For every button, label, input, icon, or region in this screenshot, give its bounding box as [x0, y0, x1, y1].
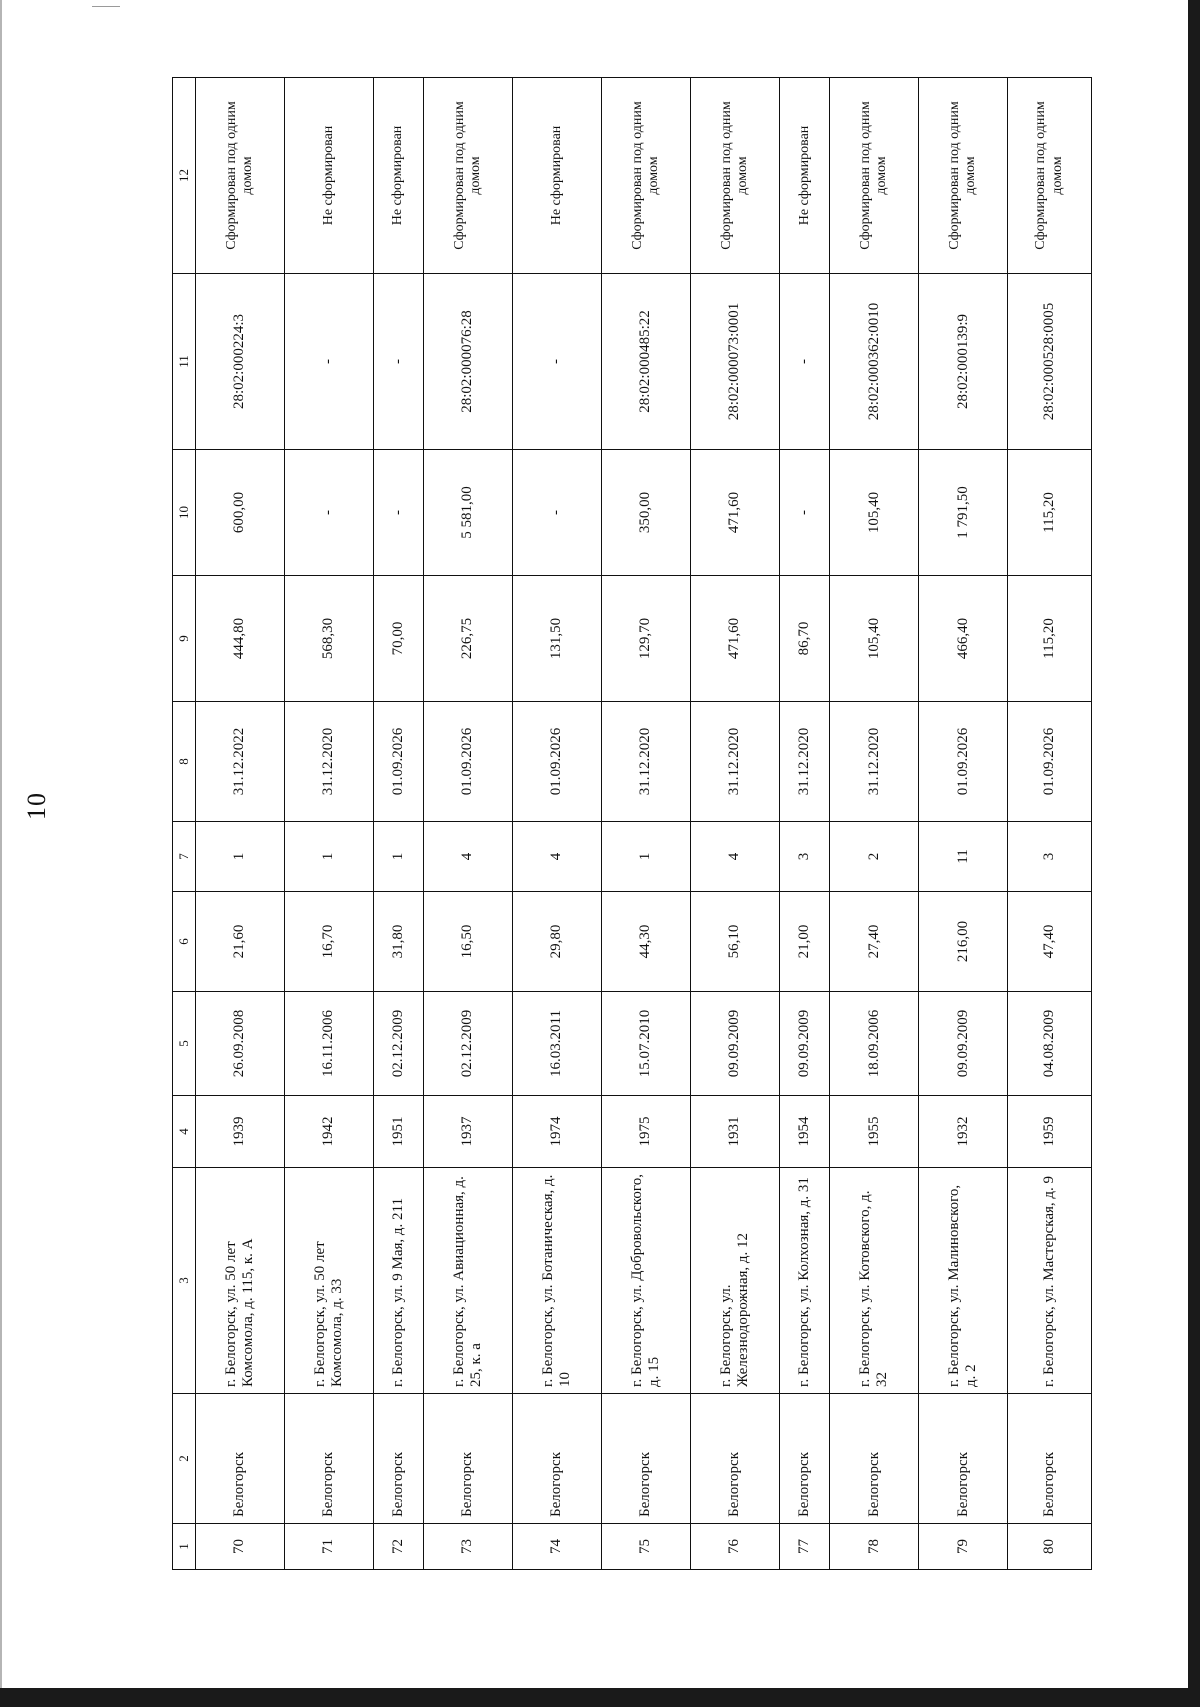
rotated-table-container	[172, 78, 1092, 1570]
city-cell: Белогорск	[424, 1394, 513, 1524]
date-cell: 02.12.2009	[424, 992, 513, 1096]
area-cell: 27,40	[830, 892, 919, 992]
city-cell: Белогорск	[780, 1394, 830, 1524]
land-area-cell: 350,00	[602, 450, 691, 576]
status-cell: Сформирован под одним домом	[424, 78, 513, 274]
city-cell: Белогорск	[830, 1394, 919, 1524]
deadline-cell: 31.12.2020	[602, 702, 691, 822]
land-area-cell: 471,60	[691, 450, 780, 576]
year-cell: 1975	[602, 1096, 691, 1168]
column-header: 7	[173, 822, 196, 892]
city-cell: Белогорск	[691, 1394, 780, 1524]
year-cell: 1955	[830, 1096, 919, 1168]
deadline-cell: 01.09.2026	[1008, 702, 1092, 822]
city-cell: Белогорск	[196, 1394, 285, 1524]
table-row	[196, 78, 285, 1570]
address-cell: г. Белогорск, ул. Авиационная, д. 25, к. а	[424, 1168, 513, 1394]
status-cell: Сформирован под одним домом	[919, 78, 1008, 274]
area-cell: 44,30	[602, 892, 691, 992]
date-cell: 16.03.2011	[513, 992, 602, 1096]
city-cell: Белогорск	[602, 1394, 691, 1524]
cadastral-number-cell: -	[373, 274, 423, 450]
status-cell: Не сформирован	[284, 78, 373, 274]
address-cell: г. Белогорск, ул. Колхозная, д. 31	[780, 1168, 830, 1394]
area-total-cell: 466,40	[919, 576, 1008, 702]
address-cell: г. Белогорск, ул. Железнодорожная, д. 12	[691, 1168, 780, 1394]
land-area-cell: 600,00	[196, 450, 285, 576]
count-cell: 1	[373, 822, 423, 892]
cadastral-number-cell: -	[513, 274, 602, 450]
date-cell: 09.09.2009	[691, 992, 780, 1096]
date-cell: 02.12.2009	[373, 992, 423, 1096]
column-header: 5	[173, 992, 196, 1096]
count-cell: 3	[780, 822, 830, 892]
column-header: 11	[173, 274, 196, 450]
city-cell: Белогорск	[1008, 1394, 1092, 1524]
date-cell: 04.08.2009	[1008, 992, 1092, 1096]
table-row	[1008, 78, 1092, 1570]
address-cell: г. Белогорск, ул. Мастерская, д. 9	[1008, 1168, 1092, 1394]
area-cell: 16,70	[284, 892, 373, 992]
area-cell: 21,00	[780, 892, 830, 992]
date-cell: 09.09.2009	[919, 992, 1008, 1096]
table-row	[830, 78, 919, 1570]
year-cell: 1959	[1008, 1096, 1092, 1168]
page-number: 10	[22, 792, 51, 820]
table-row	[284, 78, 373, 1570]
area-total-cell: 86,70	[780, 576, 830, 702]
area-total-cell: 226,75	[424, 576, 513, 702]
scan-bottom-border	[0, 1688, 1200, 1707]
area-cell: 16,50	[424, 892, 513, 992]
date-cell: 09.09.2009	[780, 992, 830, 1096]
column-header: 6	[173, 892, 196, 992]
deadline-cell: 31.12.2020	[284, 702, 373, 822]
area-cell: 21,60	[196, 892, 285, 992]
area-total-cell: 568,30	[284, 576, 373, 702]
address-cell: г. Белогорск, ул. Котовского, д. 32	[830, 1168, 919, 1394]
area-cell: 47,40	[1008, 892, 1092, 992]
table-row	[602, 78, 691, 1570]
cadastral-number-cell: 28:02:000073:0001	[691, 274, 780, 450]
count-cell: 1	[602, 822, 691, 892]
cadastral-number-cell: 28:02:000139:9	[919, 274, 1008, 450]
year-cell: 1932	[919, 1096, 1008, 1168]
row-number-cell: 74	[513, 1524, 602, 1570]
header-row	[173, 78, 196, 1570]
area-total-cell: 70,00	[373, 576, 423, 702]
area-total-cell: 105,40	[830, 576, 919, 702]
count-cell: 11	[919, 822, 1008, 892]
address-cell: г. Белогорск, ул. 50 лет Комсомола, д. 115, к. А	[196, 1168, 285, 1394]
count-cell: 1	[196, 822, 285, 892]
count-cell: 2	[830, 822, 919, 892]
column-header: 2	[173, 1394, 196, 1524]
count-cell: 4	[424, 822, 513, 892]
date-cell: 15.07.2010	[602, 992, 691, 1096]
column-header: 12	[173, 78, 196, 274]
cadastral-number-cell: -	[284, 274, 373, 450]
city-cell: Белогорск	[513, 1394, 602, 1524]
land-area-cell: -	[780, 450, 830, 576]
cadastral-number-cell: 28:02:000528:0005	[1008, 274, 1092, 450]
land-area-cell: 5 581,00	[424, 450, 513, 576]
column-header: 1	[173, 1524, 196, 1570]
count-cell: 3	[1008, 822, 1092, 892]
city-cell: Белогорск	[284, 1394, 373, 1524]
status-cell: Сформирован под одним домом	[602, 78, 691, 274]
status-cell: Сформирован под одним домом	[1008, 78, 1092, 274]
status-cell: Сформирован под одним домом	[830, 78, 919, 274]
cadastral-number-cell: 28:02:000224:3	[196, 274, 285, 450]
column-header: 4	[173, 1096, 196, 1168]
year-cell: 1974	[513, 1096, 602, 1168]
row-number-cell: 71	[284, 1524, 373, 1570]
status-cell: Не сформирован	[780, 78, 830, 274]
area-total-cell: 131,50	[513, 576, 602, 702]
status-cell: Не сформирован	[513, 78, 602, 274]
area-total-cell: 471,60	[691, 576, 780, 702]
table-row	[919, 78, 1008, 1570]
cadastral-number-cell: 28:02:000362:0010	[830, 274, 919, 450]
area-cell: 29,80	[513, 892, 602, 992]
city-cell: Белогорск	[919, 1394, 1008, 1524]
land-area-cell: -	[513, 450, 602, 576]
land-area-cell: -	[373, 450, 423, 576]
area-total-cell: 444,80	[196, 576, 285, 702]
year-cell: 1951	[373, 1096, 423, 1168]
row-number-cell: 77	[780, 1524, 830, 1570]
address-cell: г. Белогорск, ул. Добровольского, д. 15	[602, 1168, 691, 1394]
scan-right-border	[1188, 0, 1200, 1707]
cadastral-number-cell: 28:02:000076:28	[424, 274, 513, 450]
year-cell: 1931	[691, 1096, 780, 1168]
table-row	[691, 78, 780, 1570]
column-header: 8	[173, 702, 196, 822]
scan-left-edge	[0, 0, 2, 1707]
table-row	[780, 78, 830, 1570]
row-number-cell: 72	[373, 1524, 423, 1570]
address-cell: г. Белогорск, ул. Малиновского, д. 2	[919, 1168, 1008, 1394]
deadline-cell: 01.09.2026	[373, 702, 423, 822]
year-cell: 1937	[424, 1096, 513, 1168]
year-cell: 1954	[780, 1096, 830, 1168]
deadline-cell: 01.09.2026	[424, 702, 513, 822]
column-header: 3	[173, 1168, 196, 1394]
deadline-cell: 31.12.2022	[196, 702, 285, 822]
deadline-cell: 31.12.2020	[691, 702, 780, 822]
row-number-cell: 78	[830, 1524, 919, 1570]
status-cell: Не сформирован	[373, 78, 423, 274]
year-cell: 1942	[284, 1096, 373, 1168]
date-cell: 18.09.2006	[830, 992, 919, 1096]
date-cell: 26.09.2008	[196, 992, 285, 1096]
row-number-cell: 80	[1008, 1524, 1092, 1570]
scan-artifact	[92, 6, 120, 7]
table-row	[513, 78, 602, 1570]
cadastral-number-cell: -	[780, 274, 830, 450]
land-area-cell: 115,20	[1008, 450, 1092, 576]
table-row	[424, 78, 513, 1570]
column-header: 9	[173, 576, 196, 702]
address-cell: г. Белогорск, ул. 50 лет Комсомола, д. 33	[284, 1168, 373, 1394]
row-number-cell: 73	[424, 1524, 513, 1570]
cadastral-number-cell: 28:02:000485:22	[602, 274, 691, 450]
date-cell: 16.11.2006	[284, 992, 373, 1096]
land-area-cell: 1 791,50	[919, 450, 1008, 576]
table-body	[196, 78, 1092, 1570]
area-total-cell: 115,20	[1008, 576, 1092, 702]
deadline-cell: 01.09.2026	[513, 702, 602, 822]
area-total-cell: 129,70	[602, 576, 691, 702]
status-cell: Сформирован под одним домом	[691, 78, 780, 274]
deadline-cell: 01.09.2026	[919, 702, 1008, 822]
area-cell: 216,00	[919, 892, 1008, 992]
count-cell: 4	[691, 822, 780, 892]
count-cell: 1	[284, 822, 373, 892]
land-area-cell: 105,40	[830, 450, 919, 576]
table-row	[373, 78, 423, 1570]
address-cell: г. Белогорск, ул. 9 Мая, д. 211	[373, 1168, 423, 1394]
row-number-cell: 75	[602, 1524, 691, 1570]
status-cell: Сформирован под одним домом	[196, 78, 285, 274]
count-cell: 4	[513, 822, 602, 892]
column-header: 10	[173, 450, 196, 576]
city-cell: Белогорск	[373, 1394, 423, 1524]
row-number-cell: 79	[919, 1524, 1008, 1570]
area-cell: 31,80	[373, 892, 423, 992]
deadline-cell: 31.12.2020	[830, 702, 919, 822]
area-cell: 56,10	[691, 892, 780, 992]
land-area-cell: -	[284, 450, 373, 576]
year-cell: 1939	[196, 1096, 285, 1168]
row-number-cell: 76	[691, 1524, 780, 1570]
row-number-cell: 70	[196, 1524, 285, 1570]
address-cell: г. Белогорск, ул. Ботаническая, д. 10	[513, 1168, 602, 1394]
housing-registry-table	[172, 77, 1092, 1570]
deadline-cell: 31.12.2020	[780, 702, 830, 822]
